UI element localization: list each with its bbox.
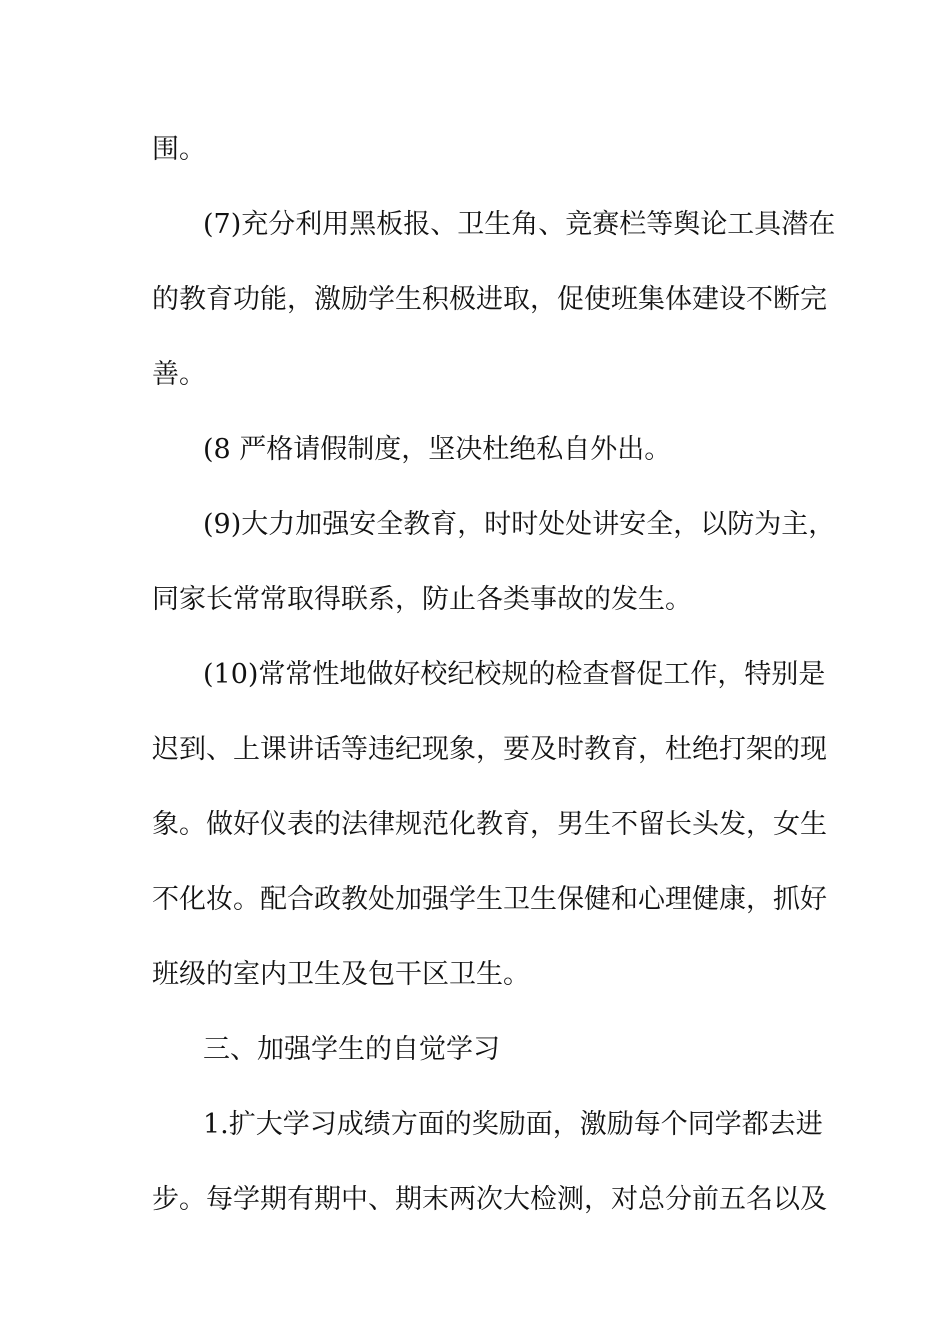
item-1-line-1: 1.扩大学习成绩方面的奖励面，激励每个同学都去进 [203, 1109, 823, 1140]
text-line: 不化妆。配合政教处加强学生卫生保健和心理健康，抓好 [152, 884, 827, 915]
paragraph-8-line-1: (8 严格请假制度，坚决杜绝私自外出。 [203, 434, 672, 465]
text-line: 班级的室内卫生及包干区卫生。 [152, 959, 530, 990]
text-line: 步。每学期有期中、期末两次大检测，对总分前五名以及 [152, 1184, 827, 1215]
paragraph-9-line-1: (9)大力加强安全教育，时时处处讲安全，以防为主， [203, 509, 836, 540]
text-line: 迟到、上课讲话等违纪现象，要及时教育，杜绝打架的现 [152, 734, 827, 765]
text-line: 的教育功能，激励学生积极进取，促使班集体建设不断完 [152, 284, 827, 315]
text-line: 同家长常常取得联系，防止各类事故的发生。 [152, 584, 692, 615]
text-line: 围。 [152, 134, 206, 165]
text-line: 善。 [152, 359, 206, 390]
text-line: 象。做好仪表的法律规范化教育，男生不留长头发，女生 [152, 809, 827, 840]
paragraph-10-line-1: (10)常常性地做好校纪校规的检查督促工作，特别是 [203, 659, 826, 690]
section-heading: 三、加强学生的自觉学习 [203, 1034, 500, 1065]
paragraph-7-line-1: (7)充分利用黑板报、卫生角、竞赛栏等舆论工具潜在 [203, 209, 836, 240]
